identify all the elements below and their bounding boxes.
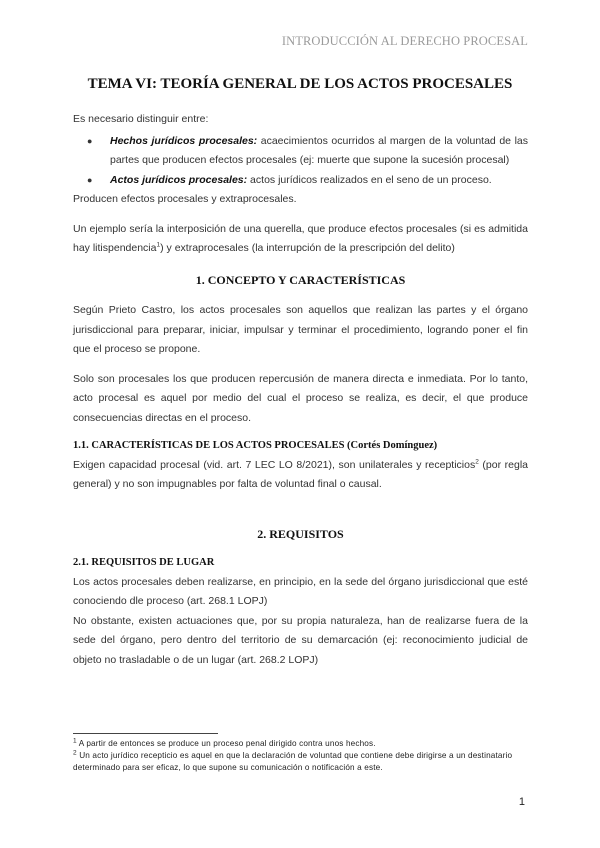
section-2-1-paragraph-2: No obstante, existen actuaciones que, por su propia naturaleza, han de realizarse fuera de la sede del órgano, pero dentro del territorio de su demarcación (ej: reconocimiento judicial de objeto no trasladable o de un lugar (art. 268.2 LOPJ) [73,614,528,666]
bullet-text: acaecimientos ocurridos al margen de la voluntad de las partes que producen efectos procesales (ej: muerte que supone la sucesión procesal) [110,134,528,166]
bullet-text: actos jurídicos realizados en el seno de un proceso. [247,173,492,186]
bullet-term: Actos jurídicos procesales: [110,173,248,186]
footnote-2: $^2$ Un acto jurídico recepticio es aquel en que la declaración de voluntad que contiene debe dirigirse a un destinatario determinado para ser eficaz, lo que supone su comunicación o notificación a este. [73,749,513,772]
section-2-1-paragraph-1: Los actos procesales deben realizarse, en principio, en la sede del órgano jurisdiccional que esté conociendo dle proceso (art. 268.1 LOPJ) [73,575,528,607]
section-1-heading: 1. CONCEPTO Y CARACTERÍSTICAS [195,272,406,287]
section-1-paragraph-2: Solo son procesales los que producen repercusión de manera directa e inmediata. Por lo tanto, acto procesal es aquel por medio del cual el proceso se realiza, es decir, el que produce consecuencias directas en el proceso. [73,372,528,424]
bullet-icon: ● [87,174,93,185]
example-paragraph: Un ejemplo sería la interposición de una querella, que produce efectos procesales (si es admitida hay litispendencia$^1$) y extraprocesales (la interrupción de la prescripción del delito) [73,222,528,254]
footnote-separator [73,733,218,734]
section-2-1-heading: 2.1. REQUISITOS DE LUGAR [73,557,215,568]
intro-paragraph: Es necesario distinguir entre: [73,113,209,125]
footnote-ref-1: 1 [156,241,161,249]
footnotes [73,733,528,774]
footnote-ref-2: 2 [475,458,479,465]
list-item [73,171,528,191]
bullet-icon: ● [87,135,93,146]
section-1-paragraph-1: Según Prieto Castro, los actos procesales son aquellos que realizan las partes y el órgano jurisdiccional para preparar, iniciar, impulsar y terminar el procedimiento, logrando poner el fin que el proceso se propone. [73,304,528,355]
after-bullets-paragraph: Producen efectos procesales y extraprocesales. [73,193,297,205]
running-header: INTRODUCCIÓN AL DERECHO PROCESAL [281,34,528,48]
section-2-heading: 2. REQUISITOS [257,526,344,541]
bullet-list [73,132,528,191]
section-1-1-heading: 1.1. CARACTERÍSTICAS DE LOS ACTOS PROCESALES (Cortés Domínguez) [73,440,438,451]
bullet-term: Hechos jurídicos procesales: [110,134,258,147]
document-body [73,110,528,670]
page-title: TEMA VI: TEORÍA GENERAL DE LOS ACTOS PROCESALES [87,76,513,92]
section-1-1-paragraph: Exigen capacidad procesal (vid. art. 7 LEC LO 8/2021), son unilaterales y recepticios$^2$ (por regla general) y no son impugnables por falta de voluntad final o causal. [73,458,528,490]
list-item [73,132,528,171]
page-number: 1 [518,796,525,808]
footnote-1: $^1$ A partir de entonces se produce un proceso penal dirigido contra unos hechos. [73,737,376,748]
